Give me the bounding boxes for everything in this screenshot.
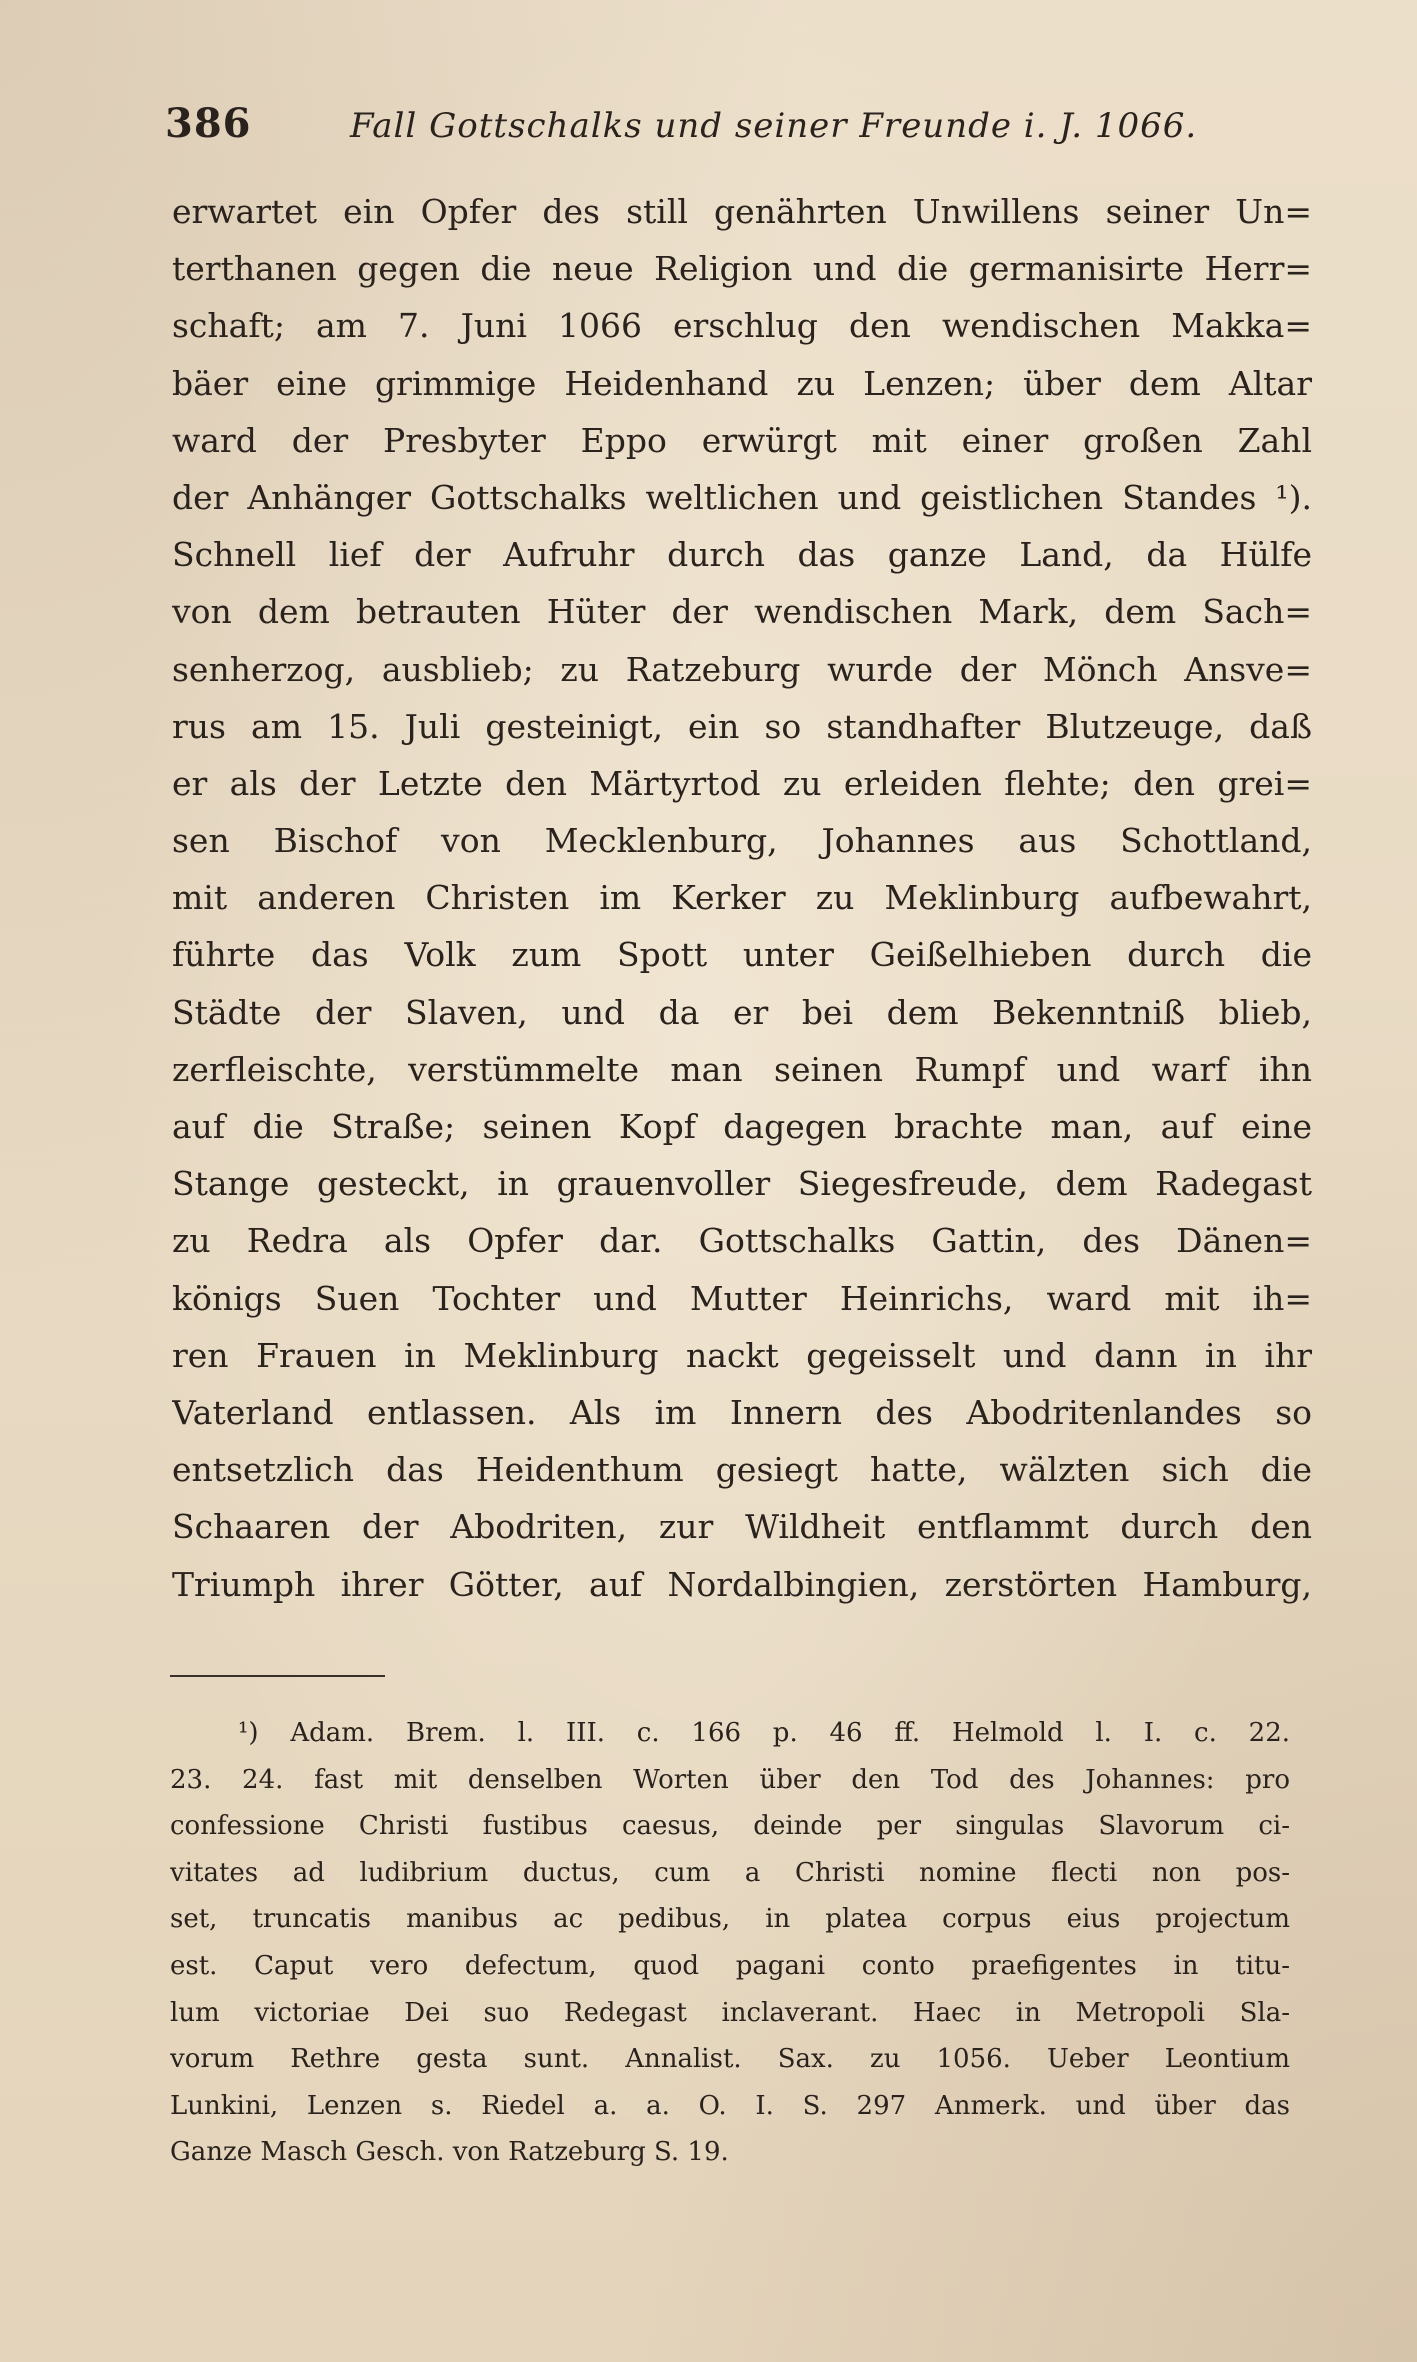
- text-line: zerfleischte, verstümmelte man seinen Rumpf und warf ihn: [172, 1049, 1312, 1089]
- text-line: Städte der Slaven, und da er bei dem Bekenntniß blieb,: [172, 992, 1312, 1032]
- text-line: mit anderen Christen im Kerker zu Meklinburg aufbewahrt,: [172, 878, 1312, 918]
- text-line: führte das Volk zum Spott unter Geißelhieben durch die: [172, 935, 1312, 975]
- text-line: auf die Straße; seinen Kopf dagegen brachte man, auf eine: [172, 1107, 1312, 1146]
- footnote-separator: [170, 1675, 385, 1677]
- footnote-line: ¹) Adam. Brem. l. III. c. 166 p. 46 ff. Helmold l. I. c. 22.: [238, 1718, 1290, 1748]
- text-line: der Anhänger Gottschalks weltlichen und geistlichen Standes ¹).: [172, 477, 1312, 517]
- footnote-line: confessione Christi fustibus caesus, deinde per singulas Slavorum ci-: [170, 1811, 1290, 1842]
- text-line: erwartet ein Opfer des still genährten Unwillens seiner Un=: [172, 192, 1312, 231]
- text-line: Schnell lief der Aufruhr durch das ganze Land, da Hülfe: [172, 535, 1312, 575]
- text-line: von dem betrauten Hüter der wendischen Mark, dem Sach=: [172, 592, 1312, 632]
- footnote-line: Lunkini, Lenzen s. Riedel a. a. O. I. S. 297 Anmerk. und über das: [170, 2090, 1290, 2121]
- text-line: senherzog, ausblieb; zu Ratzeburg wurde der Mönch Ansve=: [172, 649, 1312, 689]
- footnote-line: vorum Rethre gesta sunt. Annalist. Sax. zu 1056. Ueber Leontium: [170, 2044, 1290, 2075]
- text-line: Schaaren der Abodriten, zur Wildheit entflammt durch den: [172, 1507, 1312, 1547]
- footnote-line: est. Caput vero defectum, quod pagani conto praefigentes in titu-: [170, 1950, 1290, 1981]
- text-line: zu Redra als Opfer dar. Gottschalks Gattin, des Dänen=: [172, 1221, 1312, 1261]
- page-number: 386: [165, 100, 252, 147]
- text-line: terthanen gegen die neue Religion und die germanisirte Herr=: [172, 249, 1312, 289]
- text-line: königs Suen Tochter und Mutter Heinrichs, ward mit ih=: [172, 1278, 1312, 1318]
- text-line: entsetzlich das Heidenthum gesiegt hatte, wälzten sich die: [172, 1450, 1312, 1490]
- text-line: schaft; am 7. Juni 1066 erschlug den wendischen Makka=: [172, 306, 1312, 346]
- footnote-line: set, truncatis manibus ac pedibus, in platea corpus eius projectum: [170, 1904, 1290, 1935]
- page-header: [165, 100, 1305, 160]
- text-line: ward der Presbyter Eppo erwürgt mit einer großen Zahl: [172, 420, 1312, 460]
- footnote-line: lum victoriae Dei suo Redegast inclaverant. Haec in Metropoli Sla-: [170, 1997, 1290, 2028]
- footnote-line: 23. 24. fast mit denselben Worten über den Tod des Johannes: pro: [170, 1764, 1290, 1795]
- text-line: bäer eine grimmige Heidenhand zu Lenzen; über dem Altar: [172, 363, 1312, 403]
- footnote-line: vitates ad ludibrium ductus, cum a Christi nomine flecti non pos-: [170, 1857, 1290, 1888]
- text-line: ren Frauen in Meklinburg nackt gegeisselt und dann in ihr: [172, 1335, 1312, 1375]
- text-line: rus am 15. Juli gesteinigt, ein so standhafter Blutzeuge, daß: [172, 706, 1312, 746]
- text-line: Triumph ihrer Götter, auf Nordalbingien, zerstörten Hamburg,: [172, 1564, 1312, 1604]
- footnotes: [170, 1710, 1290, 2176]
- text-line: Stange gesteckt, in grauenvoller Siegesfreude, dem Radegast: [172, 1164, 1312, 1204]
- text-line: sen Bischof von Mecklenburg, Johannes aus Schottland,: [172, 821, 1312, 861]
- footnote-line: Ganze Masch Gesch. von Ratzeburg S. 19.: [170, 2137, 729, 2168]
- running-head: Fall Gottschalks und seiner Freunde i. J. 1066.: [350, 106, 1198, 146]
- text-line: er als der Letzte den Märtyrtod zu erleiden flehte; den grei=: [172, 763, 1312, 803]
- text-line: Vaterland entlassen. Als im Innern des Abodritenlandes so: [172, 1392, 1312, 1432]
- main-text: [172, 183, 1312, 1613]
